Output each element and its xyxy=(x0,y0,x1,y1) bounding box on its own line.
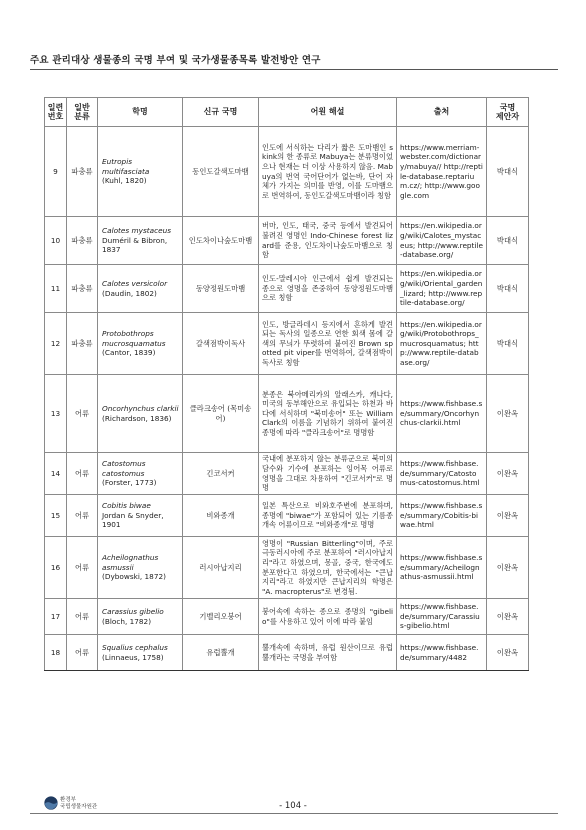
row-number: 10 xyxy=(45,217,67,265)
row-proposer: 박대식 xyxy=(487,265,529,313)
row-korean-name: 인도차이나숲도마뱀 xyxy=(183,217,259,265)
scientific-name: Cobitis biwae xyxy=(102,501,151,511)
logo-label: 환경부 국립생물자원관 xyxy=(60,797,98,810)
row-korean-name: 긴코서커 xyxy=(183,453,259,495)
row-scientific-name xyxy=(98,127,183,217)
row-source: https://www.fishbase.se/summary/Cobitis-biwae.html xyxy=(397,495,487,537)
row-korean-name: 클라크송어 (목미송어) xyxy=(183,375,259,453)
table-row xyxy=(45,375,529,453)
table-row xyxy=(45,537,529,599)
table-row xyxy=(45,599,529,635)
scientific-name: Protobothrops mucrosquamatus xyxy=(102,329,166,348)
col-header-etymology: 어원 해설 xyxy=(259,98,397,127)
row-etymology: 붕어속에 속하는 종으로 종명의 "gibelio"를 사용하고 있어 이에 따라 붙임 xyxy=(259,599,397,635)
table-row xyxy=(45,453,529,495)
page-number: - 104 - xyxy=(279,801,307,811)
row-group: 어류 xyxy=(67,375,98,453)
row-number: 11 xyxy=(45,265,67,313)
row-source: https://www.fishbase.de/summary/Carassius-gibelio.html xyxy=(397,599,487,635)
scientific-name: Carassius gibelio xyxy=(102,606,164,616)
header-divider xyxy=(30,69,558,70)
row-number: 12 xyxy=(45,313,67,375)
scientific-name: Oncorhynchus clarkii xyxy=(102,403,179,413)
row-source: https://www.fishbase.se/summary/Acheilognathus-asmussii.html xyxy=(397,537,487,599)
row-scientific-name xyxy=(98,599,183,635)
row-etymology: 인도, 방글라데시 등지에서 흔하게 발견되는 독사의 일종으로 연한 회색 몸에 갈색의 무늬가 뚜렷하여 붙여진 Brown spotted pit viper를 번역하여, 갈색점박이독사로 칭함 xyxy=(259,313,397,375)
scientific-name: Calotes mystaceus xyxy=(102,226,172,236)
row-proposer: 이완옥 xyxy=(487,375,529,453)
scientific-name: Eutropis multifasciata xyxy=(102,157,150,176)
row-korean-name: 비와종개 xyxy=(183,495,259,537)
row-scientific-name xyxy=(98,537,183,599)
row-etymology: 일본 특산으로 비와호주변에 분포하며, 종명에 "biwae"가 포함되어 있는 기름종개속 어류이므로 "비와종개"로 명명 xyxy=(259,495,397,537)
row-korean-name: 동인도갈색도마뱀 xyxy=(183,127,259,217)
row-proposer: 박대식 xyxy=(487,217,529,265)
row-group: 어류 xyxy=(67,453,98,495)
row-korean-name: 갈색점박이독사 xyxy=(183,313,259,375)
scientific-name: Acheilognathus asmussii xyxy=(102,553,159,572)
table-row xyxy=(45,635,529,671)
row-proposer: 박대식 xyxy=(487,313,529,375)
row-source: https://www.merriam-webster.com/dictionary/mabuya// http://reptile-database.reptarium.cz/; http://www.google.com xyxy=(397,127,487,217)
author-citation: (Bloch, 1782) xyxy=(102,616,152,626)
table-row xyxy=(45,313,529,375)
row-proposer: 박대식 xyxy=(487,127,529,217)
scientific-name: Squalius cephalus xyxy=(102,642,168,652)
row-source: https://en.wikipedia.org/wiki/Protobothrops_mucrosquamatus; http://www.reptile-database.org/ xyxy=(397,313,487,375)
table-header-row xyxy=(45,98,529,127)
author-citation: Duméril & Bibron, 1837 xyxy=(102,235,168,255)
col-header-korean-name: 신규 국명 xyxy=(183,98,259,127)
scientific-name: Calotes versicolor xyxy=(102,278,168,288)
col-header-no: 일련 번호 xyxy=(45,98,67,127)
row-proposer: 이완옥 xyxy=(487,635,529,671)
row-proposer: 이완옥 xyxy=(487,495,529,537)
row-group: 파충류 xyxy=(67,265,98,313)
scientific-name: Catostomus catostomus xyxy=(102,459,146,478)
author-citation: (Forster, 1773) xyxy=(102,478,157,488)
author-citation: (Linnaeus, 1758) xyxy=(102,652,164,662)
row-group: 어류 xyxy=(67,599,98,635)
table-row xyxy=(45,265,529,313)
row-proposer: 이완옥 xyxy=(487,537,529,599)
author-citation: (Daudin, 1802) xyxy=(102,288,157,298)
row-korean-name: 러시아납지리 xyxy=(183,537,259,599)
row-scientific-name xyxy=(98,495,183,537)
row-source: https://www.fishbase.se/summary/Oncorhynchus-clarkii.html xyxy=(397,375,487,453)
row-group: 파충류 xyxy=(67,313,98,375)
row-scientific-name xyxy=(98,217,183,265)
author-citation: Jordan & Snyder, 1901 xyxy=(102,510,164,530)
page-header-title: 주요 관리대상 생물종의 국명 부여 및 국가생물종목록 발전방안 연구 xyxy=(30,55,321,66)
author-citation: (Kuhl, 1820) xyxy=(102,176,147,186)
col-header-scientific-name: 학명 xyxy=(98,98,183,127)
row-etymology: 국내에 분포하지 않는 분류군으로 북미의 담수와 기수에 분포하는 잉어목 어류로 영명을 그대로 차용하여 "긴코서커"로 명명 xyxy=(259,453,397,495)
row-etymology: 분종은 북아메리카의 알래스카, 캐나다, 미국의 동부해안으로 유입되는 하천과 바다에 서식하며 "북미송어" 또는 William Clark의 이름을 기념하기 위하여 붙여진 종명에 따라 "클라크송어"로 명명함 xyxy=(259,375,397,453)
table-row xyxy=(45,217,529,265)
row-scientific-name xyxy=(98,453,183,495)
author-citation: (Richardson, 1836) xyxy=(102,413,172,423)
col-header-source: 출처 xyxy=(397,98,487,127)
row-source: https://www.fishbase.de/summary/Catostomus-catostomus.html xyxy=(397,453,487,495)
author-citation: (Cantor, 1839) xyxy=(102,348,156,358)
row-source: https://en.wikipedia.org/wiki/Oriental_garden_lizard; http://www.reptile-database.org/ xyxy=(397,265,487,313)
row-group: 어류 xyxy=(67,537,98,599)
row-etymology: 인도에 서식하는 다리가 짧은 도마뱀인 skink의 한 종류로 Mabuya는 분류명이었으나 현재는 더 이상 사용하지 않음. Mabuya의 번역 국어단어가 없는바, 단어 자체가 가지는 의미를 반영, 이를 도마뱀으로 번역하여, 동인도갈색도마뱀이라 칭함 xyxy=(259,127,397,217)
row-group: 파충류 xyxy=(67,127,98,217)
row-number: 9 xyxy=(45,127,67,217)
row-number: 16 xyxy=(45,537,67,599)
row-group: 어류 xyxy=(67,635,98,671)
row-number: 14 xyxy=(45,453,67,495)
table-row xyxy=(45,127,529,217)
col-header-group: 일반 분류 xyxy=(67,98,98,127)
row-scientific-name xyxy=(98,313,183,375)
row-number: 18 xyxy=(45,635,67,671)
row-group: 어류 xyxy=(67,495,98,537)
row-etymology: 버마, 인도, 태국, 중국 등에서 발견되어 불려진 영명인 Indo-Chinese forest lizard를 준용, 인도차이나숲도마뱀으로 칭함 xyxy=(259,217,397,265)
row-number: 15 xyxy=(45,495,67,537)
row-scientific-name xyxy=(98,635,183,671)
table-row xyxy=(45,495,529,537)
row-etymology: 영명이 "Russian Bitterling"이며, 주로 극동러시아에 주로 분포하여 "러시아납지리"라고 하였으며, 몽골, 중국, 한국에도 분포한다고 하였으며, 한국에서는 "큰납지리"라고 하였지만 큰납지리의 학명은 "A. macropterus"로 변경됨. xyxy=(259,537,397,599)
row-etymology: 인도-말레시아 인근에서 쉽게 발견되는 종으로 영명을 존중하여 동양정원도마뱀으로 칭함 xyxy=(259,265,397,313)
species-table xyxy=(44,97,529,671)
row-proposer: 이완옥 xyxy=(487,453,529,495)
row-source: https://en.wikipedia.org/wiki/Calotes_mystaceus; http://www.reptile-database.org/ xyxy=(397,217,487,265)
row-source: https://www.fishbase.de/summary/4482 xyxy=(397,635,487,671)
row-scientific-name xyxy=(98,265,183,313)
footer-divider xyxy=(30,813,558,814)
row-korean-name: 유럽뿔개 xyxy=(183,635,259,671)
row-proposer: 이완옥 xyxy=(487,599,529,635)
row-korean-name: 기벨리오붕어 xyxy=(183,599,259,635)
row-scientific-name xyxy=(98,375,183,453)
row-number: 17 xyxy=(45,599,67,635)
row-etymology: 뿔개속에 속하며, 유럽 원산이므로 유럽뿔개라는 국명을 부여함 xyxy=(259,635,397,671)
author-citation: (Dybowski, 1872) xyxy=(102,572,166,582)
col-header-proposer: 국명 제안자 xyxy=(487,98,529,127)
row-number: 13 xyxy=(45,375,67,453)
row-group: 파충류 xyxy=(67,217,98,265)
row-korean-name: 동양정원도마뱀 xyxy=(183,265,259,313)
